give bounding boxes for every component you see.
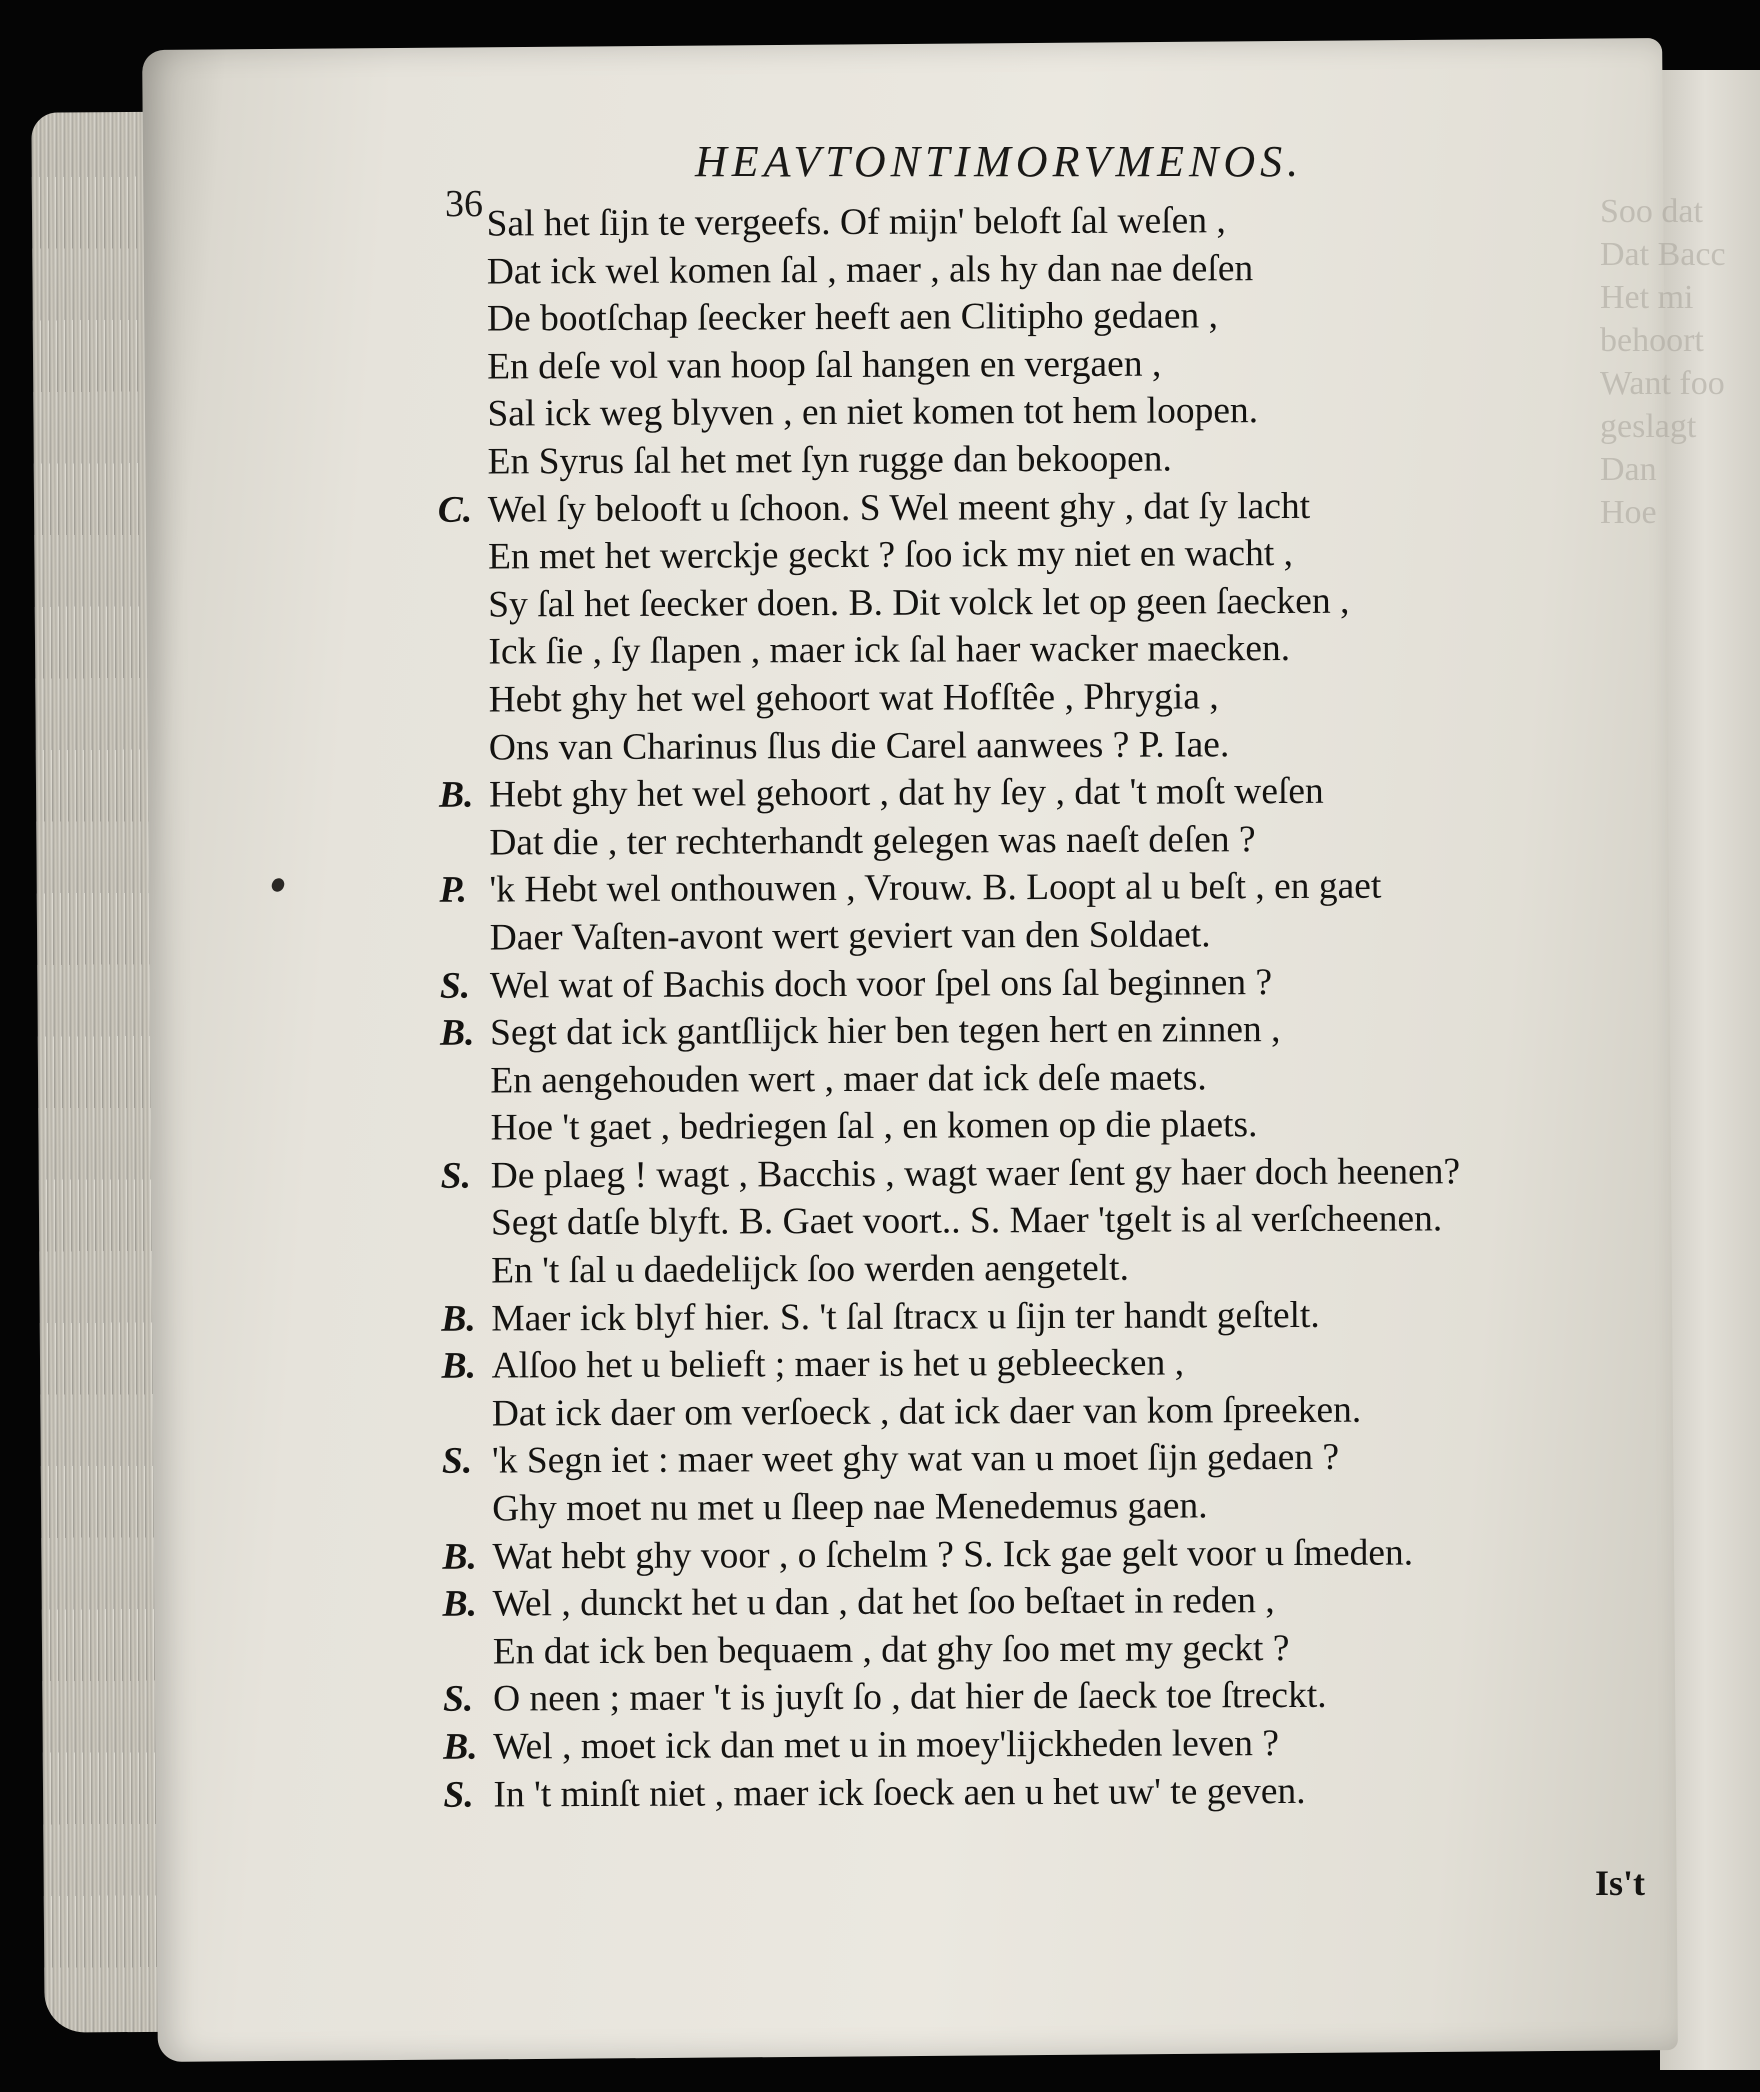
speaker-label (437, 296, 487, 344)
speaker-label (442, 1390, 492, 1438)
verse-line-text: En deſe vol van hoop ſal hangen en vergaen , (487, 343, 1162, 388)
verse-line (442, 1480, 1682, 1533)
verse-line (442, 1385, 1682, 1438)
verse-line-text: Dat ick daer om verſoeck , dat ick daer van kom ſpreeken. (491, 1389, 1362, 1435)
verse-line (438, 481, 1678, 534)
speaker-label (439, 819, 489, 867)
verse-line (438, 528, 1678, 581)
verse-line-text: Wel , moet ick dan met u in moey'lijckheden leven ? (493, 1723, 1280, 1768)
verse-line (439, 862, 1679, 915)
speaker-label (437, 343, 487, 391)
speaker-label (443, 1628, 493, 1676)
verse-line-text: Wat hebt ghy voor , o ſchelm ? S. Ick gae gelt voor u ſmeden. (492, 1532, 1414, 1578)
verse-line-text: Wel wat of Bachis doch voor ſpel ons ſal beginnen ? (489, 961, 1273, 1006)
verse-line-text: Daer Vaſten-avont wert geviert van den Soldaet. (489, 914, 1211, 959)
speaker-label (439, 676, 489, 724)
verse-line-text: Sy ſal het ſeecker doen. B. Dit volck let op geen ſaecken , (488, 580, 1350, 626)
verse-line (440, 957, 1680, 1010)
speaker-label (440, 914, 490, 962)
verse-text (436, 195, 1683, 1819)
speaker-label: B. (443, 1726, 478, 1768)
verse-line-text: Hoe 't gaet , bedriegen ſal , en komen op die plaets. (490, 1104, 1258, 1149)
verse-line-text: Ghy moet nu met u ſleep nae Menedemus gaen. (492, 1485, 1208, 1530)
verse-line (438, 576, 1678, 629)
speaker-label: S. (442, 1678, 474, 1721)
verse-line (441, 1338, 1681, 1391)
speaker-label: B. (441, 1298, 476, 1340)
verse-line-text: Dat die , ter rechterhandt gelegen was naeſt deſen ? (489, 818, 1256, 864)
verse-line (443, 1766, 1683, 1819)
verse-line (439, 719, 1679, 772)
speaker-label (437, 391, 487, 439)
verse-line (442, 1433, 1682, 1486)
verse-line (442, 1576, 1682, 1629)
verse-line (439, 671, 1679, 724)
verse-line-text: 'k Hebt wel onthouwen , Vrouw. B. Loopt al u beſt , en gaet (489, 865, 1382, 911)
speaker-label (442, 1486, 492, 1534)
verse-line (438, 433, 1678, 486)
page-number: 36 (445, 183, 483, 225)
verse-line (443, 1671, 1683, 1724)
verse-line (437, 338, 1677, 391)
verse-line (443, 1623, 1683, 1676)
verse-line (439, 766, 1679, 819)
verse-line (441, 1147, 1681, 1200)
verse-line-text: En Syrus ſal het met ſyn rugge dan bekoopen. (487, 438, 1172, 483)
verse-line (440, 1052, 1680, 1105)
speaker-label: B. (438, 774, 474, 816)
verse-line (442, 1528, 1682, 1581)
verse-line (437, 290, 1677, 343)
speaker-label: B. (440, 1012, 475, 1054)
speaker-label: C. (437, 489, 473, 531)
verse-line-text: Maer ick blyf hier. S. 't ſal ſtracx u ſijn ter handt geſtelt. (491, 1294, 1320, 1340)
verse-line (441, 1195, 1681, 1248)
verse-line-text: Wel ſy belooft u ſchoon. S Wel meent ghy , dat ſy lacht (487, 485, 1311, 531)
verse-line-text: Alſoo het u belieft ; maer is het u gebleecken , (491, 1342, 1185, 1387)
speaker-label: S. (440, 1155, 472, 1197)
verse-line (439, 814, 1679, 867)
speaker-label (439, 724, 489, 772)
speaker-label (441, 1200, 491, 1248)
speaker-label: S. (441, 1441, 473, 1483)
verse-line-text: Segt datſe blyft. B. Gaet voort.. S. Maer 'tgelt is al verſcheenen. (490, 1198, 1443, 1244)
speaker-label (436, 200, 486, 248)
verse-line-text: Hebt ghy het wel gehoort , dat hy ſey , dat 't moſt weſen (488, 770, 1324, 816)
speaker-label: B. (442, 1536, 477, 1578)
speaker-label (440, 1105, 490, 1153)
verse-line-text: Wel , dunckt het u dan , dat het ſoo beſtaet in reden , (492, 1580, 1275, 1625)
speaker-label (438, 438, 488, 486)
verse-line-text: Ick ſie , ſy ſlapen , maer ick ſal haer wacker maecken. (488, 628, 1291, 673)
verse-line-text: 'k Segn iet : maer weet ghy wat van u moet ſijn gedaen ? (491, 1437, 1340, 1482)
verse-line (438, 624, 1678, 677)
speaker-label (438, 581, 488, 629)
verse-line-text: En dat ick ben bequaem , dat ghy ſoo met my geckt ? (492, 1627, 1290, 1673)
verse-line-text: O neen ; maer 't is juyſt ſo , dat hier de ſaeck toe ſtreckt. (492, 1675, 1327, 1720)
speaker-label (438, 629, 488, 677)
speaker-label: B. (441, 1345, 477, 1387)
catchword: Is't (1595, 1863, 1646, 1903)
verse-line-text: Ons van Charinus ſlus die Carel aanwees ? P. Iae. (488, 723, 1230, 769)
verse-line-text: De bootſchap ſeecker heeft aen Clitipho gedaen , (486, 295, 1219, 340)
verse-line (437, 243, 1677, 296)
verse-line (440, 1004, 1680, 1057)
facing-page-show-through: Soo dat Dat Bacc Het mi behoort Want foo geslagt Dan Hoe (1600, 193, 1726, 531)
verse-line-text: Segt dat ick gantſlijck hier ben tegen hert en zinnen , (490, 1009, 1281, 1054)
verse-line-text: In 't minſt niet , maer ick ſoeck aen u het uw' te geven. (493, 1770, 1306, 1816)
verse-line (440, 1100, 1680, 1153)
speaker-label: S. (439, 965, 471, 1007)
speaker-label (437, 248, 487, 296)
verse-line (436, 195, 1676, 248)
verse-line-text: En aengehouden wert , maer dat ick deſe maets. (490, 1057, 1207, 1102)
speaker-label: P. (439, 869, 468, 912)
speaker-label: B. (442, 1583, 478, 1625)
speaker-label (438, 534, 488, 582)
speaker-label (441, 1248, 491, 1296)
verse-line (441, 1290, 1681, 1343)
verse-line (443, 1718, 1683, 1771)
verse-line (441, 1242, 1681, 1295)
speaker-label: S. (443, 1774, 474, 1816)
running-title: HEAVTONTIMORVMENOS. (695, 137, 1304, 186)
verse-line-text: Dat ick wel komen ſal , maer , als hy dan nae deſen (486, 247, 1254, 293)
verse-line (440, 909, 1680, 962)
verse-line-text: De plaeg ! wagt , Bacchis , wagt waer ſent gy haer doch heenen? (490, 1151, 1461, 1197)
verse-line-text: Sal ick weg blyven , en niet komen tot hem loopen. (487, 390, 1259, 435)
speaker-label (440, 1057, 490, 1105)
verse-line-text: Sal het ſijn te vergeefs. Of mijn' beloft ſal weſen , (486, 200, 1226, 245)
verse-line-text: En met het werckje geckt ? ſoo ick my niet en wacht , (487, 533, 1294, 578)
verse-line-text: En 't ſal u daedelijck ſoo werden aengetelt. (491, 1247, 1129, 1292)
verse-line-text: Hebt ghy het wel gehoort wat Hofſtêe , Phrygia , (488, 676, 1219, 721)
verse-line (437, 386, 1677, 439)
